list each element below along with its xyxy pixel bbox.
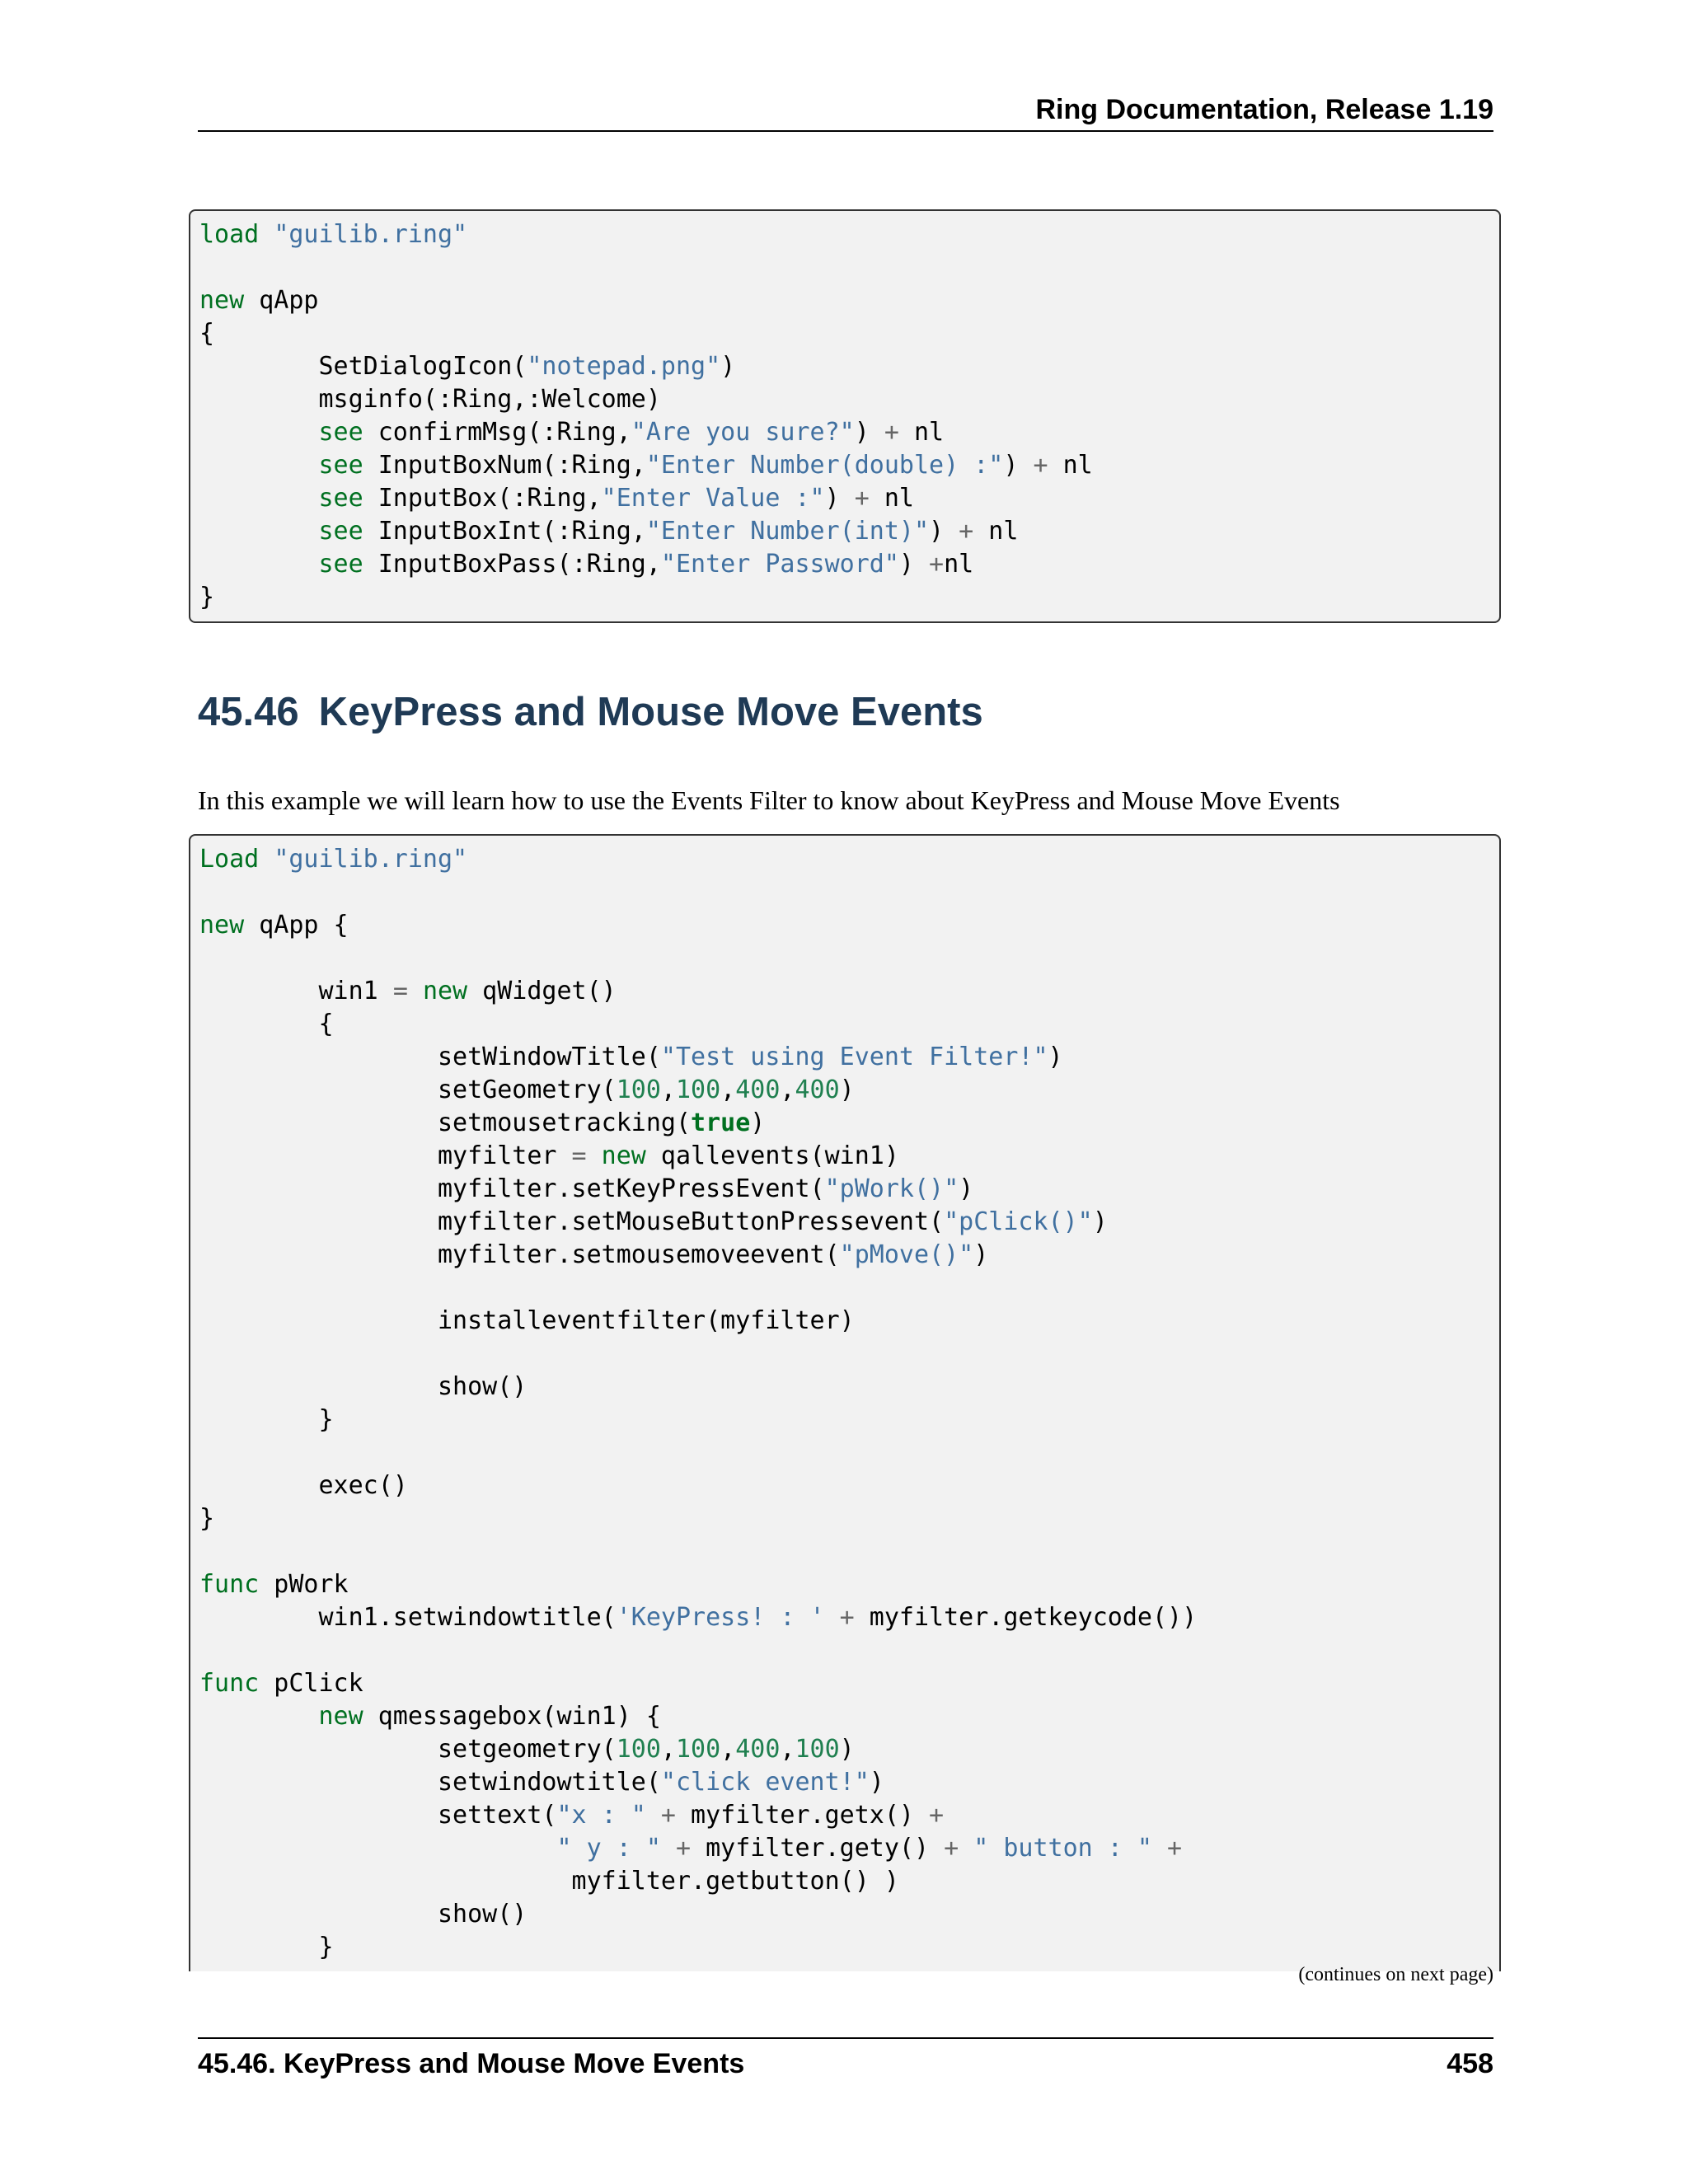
code-token: confirmMsg(:Ring, (363, 418, 631, 447)
code-token: + (959, 517, 974, 546)
code-line (199, 1305, 1499, 1338)
code-token: ) (854, 418, 884, 447)
code-token: qmessagebox(win1) { (363, 1702, 661, 1731)
code-line (199, 1733, 1499, 1766)
code-block-1 (189, 209, 1501, 623)
code-line (199, 1568, 1499, 1601)
code-token: 100 (675, 1076, 721, 1104)
code-token: ) (839, 1076, 855, 1104)
code-token: pClick (259, 1669, 363, 1698)
code-token: func (199, 1570, 260, 1599)
header-divider (198, 130, 1493, 132)
code-token: ) (1048, 1043, 1063, 1071)
code-line (199, 1601, 1499, 1634)
code-line (199, 1766, 1499, 1799)
code-token: true (691, 1108, 751, 1137)
footer-section: 45.46. KeyPress and Mouse Move Events (198, 2048, 745, 2079)
code-line (199, 1206, 1499, 1239)
code-token: { (199, 319, 215, 348)
code-token: func (199, 1669, 260, 1698)
code-token: qApp { (244, 911, 349, 940)
code-line (199, 1140, 1499, 1173)
code-token: exec() (199, 1471, 408, 1500)
code-token: = (571, 1141, 587, 1170)
code-token: } (199, 583, 215, 612)
code-token: 100 (675, 1735, 721, 1764)
code-token (259, 220, 274, 249)
code-token (199, 484, 319, 513)
code-token: nl (973, 517, 1019, 546)
code-token: , (660, 1735, 676, 1764)
code-token: ) (898, 550, 930, 579)
code-token (646, 1801, 661, 1830)
code-line (199, 1239, 1499, 1272)
code-token: , (780, 1735, 795, 1764)
code-token: "pClick()" (944, 1207, 1093, 1236)
code-token: , (720, 1735, 736, 1764)
code-line (199, 1074, 1499, 1107)
code-token: + (929, 1801, 945, 1830)
code-token: new (199, 286, 245, 315)
code-line (199, 1502, 1499, 1535)
code-token: } (199, 1933, 334, 1961)
code-token: setWindowTitle( (199, 1043, 661, 1071)
code-line (199, 1931, 1499, 1964)
intro-paragraph: In this example we will learn how to use the Events Filter to know about KeyPress and Mouse Move Events (198, 785, 1340, 815)
code-token (959, 1834, 973, 1863)
code-token: new (601, 1141, 646, 1170)
code-token: qApp (244, 286, 319, 315)
code-token: ) (1003, 451, 1034, 480)
code-token: SetDialogIcon( (199, 352, 528, 381)
code-token: "guilib.ring" (274, 845, 468, 874)
code-token: load (199, 220, 260, 249)
code-token: ) (720, 352, 736, 381)
code-token: "guilib.ring" (274, 220, 468, 249)
code-token: setGeometry( (199, 1076, 617, 1104)
page-number: 458 (1447, 2048, 1493, 2079)
code-token: myfilter.setMouseButtonPressevent( (199, 1207, 945, 1236)
code-token: nl (898, 418, 945, 447)
code-token: ) (750, 1108, 766, 1137)
code-token: , (660, 1076, 676, 1104)
code-token: setmousetracking( (199, 1108, 692, 1137)
code-token: nl (1048, 451, 1093, 480)
code-line (199, 515, 1499, 548)
code-token: myfilter.gety() (691, 1834, 945, 1863)
code-token: "Enter Password" (660, 550, 899, 579)
code-block-2 (189, 834, 1501, 1971)
code-token: myfilter.getx() (675, 1801, 930, 1830)
code-line (199, 1272, 1499, 1305)
code-line (199, 1634, 1499, 1667)
code-token: new (422, 977, 468, 1005)
code-token: msginfo(:Ring,:Welcome) (199, 385, 661, 414)
code-line (199, 1469, 1499, 1502)
running-header: Ring Documentation, Release 1.19 (1035, 94, 1493, 125)
code-token: ) (839, 1735, 855, 1764)
code-line (199, 383, 1499, 416)
code-token (661, 1834, 676, 1863)
section-heading: KeyPress and Mouse Move Events (318, 690, 983, 734)
code-token: InputBox(:Ring, (363, 484, 602, 513)
code-line (199, 1008, 1499, 1041)
continues-note: (continues on next page) (1298, 1964, 1493, 1985)
code-token: "click event!" (660, 1768, 870, 1797)
code-line (199, 1667, 1499, 1700)
code-token: see (318, 418, 363, 447)
code-token: 100 (616, 1735, 661, 1764)
code-token: , (780, 1076, 795, 1104)
code-line (199, 317, 1499, 350)
code-token: ) (929, 517, 959, 546)
code-token: see (318, 517, 363, 546)
code-token: ) (824, 484, 855, 513)
code-line (199, 548, 1499, 581)
code-token (199, 418, 319, 447)
code-line (199, 251, 1499, 284)
code-token: { (199, 1010, 334, 1038)
code-token (199, 550, 319, 579)
code-token: Load (199, 845, 260, 874)
code-line (199, 1404, 1499, 1436)
code-line (199, 1700, 1499, 1733)
code-token: + (944, 1834, 959, 1863)
code-token: , (720, 1076, 736, 1104)
code-line (199, 482, 1499, 515)
code-token: + (854, 484, 870, 513)
code-line (199, 218, 1499, 251)
code-line (199, 1436, 1499, 1469)
code-token: pWork (259, 1570, 349, 1599)
code-token: + (1033, 451, 1048, 480)
code-token: "Enter Number(int)" (645, 517, 930, 546)
code-token: } (199, 1504, 215, 1533)
code-line (199, 1535, 1499, 1568)
code-line (199, 416, 1499, 449)
code-token (408, 977, 423, 1005)
code-token (259, 845, 274, 874)
code-token: myfilter.setKeyPressEvent( (199, 1174, 825, 1203)
code-line (199, 449, 1499, 482)
code-token (587, 1141, 602, 1170)
code-token: show() (199, 1900, 528, 1929)
code-token: see (318, 550, 363, 579)
footer-divider (198, 2037, 1493, 2039)
code-token: qallevents(win1) (645, 1141, 899, 1170)
code-token: 400 (735, 1076, 781, 1104)
code-token: + (675, 1834, 692, 1863)
code-token: myfilter.getkeycode()) (854, 1603, 1198, 1632)
code-token: InputBoxNum(:Ring, (363, 451, 646, 480)
code-token (199, 1702, 319, 1731)
code-token: "Enter Value :" (601, 484, 825, 513)
code-token: } (199, 1405, 334, 1434)
code-token: setwindowtitle( (199, 1768, 661, 1797)
code-line (199, 1338, 1499, 1371)
code-token: show() (199, 1372, 528, 1401)
code-token: nl (944, 550, 974, 579)
code-token: "pMove()" (839, 1240, 974, 1269)
code-token: "x : " (556, 1801, 646, 1830)
code-token: installeventfilter(myfilter) (199, 1306, 855, 1335)
code-line (199, 1371, 1499, 1404)
code-token: + (839, 1603, 855, 1632)
code-line (199, 350, 1499, 383)
code-token: new (199, 911, 245, 940)
code-line (199, 1041, 1499, 1074)
code-line (199, 942, 1499, 975)
code-token: "pWork()" (824, 1174, 959, 1203)
code-line (199, 284, 1499, 317)
code-line (199, 843, 1499, 876)
code-token: win1 (199, 977, 393, 1005)
code-token: "Test using Event Filter!" (660, 1043, 1048, 1071)
code-token (1152, 1834, 1167, 1863)
code-line (199, 975, 1499, 1008)
code-token: 'KeyPress! : ' (616, 1603, 825, 1632)
code-token: + (1167, 1834, 1183, 1863)
code-token: 400 (735, 1735, 781, 1764)
code-line (199, 1173, 1499, 1206)
code-line (199, 581, 1499, 614)
code-token: myfilter (199, 1141, 572, 1170)
code-token (825, 1603, 840, 1632)
code-token: ) (973, 1240, 989, 1269)
code-token: "notepad.png" (527, 352, 721, 381)
code-token: see (318, 451, 363, 480)
code-token: myfilter.setmousemoveevent( (199, 1240, 840, 1269)
code-token: "Are you sure?" (631, 418, 855, 447)
code-token: qWidget() (467, 977, 617, 1005)
code-token: " button : " (973, 1834, 1152, 1863)
code-token: ) (1092, 1207, 1108, 1236)
section-number: 45.46 (198, 690, 299, 734)
code-token: setgeometry( (199, 1735, 617, 1764)
code-token (199, 451, 319, 480)
code-line (199, 1107, 1499, 1140)
code-token: + (660, 1801, 676, 1830)
code-line (199, 876, 1499, 909)
code-token: "Enter Number(double) :" (645, 451, 1004, 480)
code-token: new (318, 1702, 363, 1731)
code-token (199, 1834, 556, 1863)
code-token: nl (869, 484, 914, 513)
footer (198, 2046, 1493, 2082)
code-token: InputBoxInt(:Ring, (363, 517, 646, 546)
code-token: win1.setwindowtitle( (199, 1603, 617, 1632)
code-token: settext( (199, 1801, 557, 1830)
code-token: InputBoxPass(:Ring, (363, 550, 661, 579)
code-token: " y : " (556, 1834, 661, 1863)
code-token: 400 (795, 1076, 840, 1104)
code-token: + (884, 418, 899, 447)
code-line (199, 909, 1499, 942)
code-line (199, 1898, 1499, 1931)
code-token: myfilter.getbutton() ) (199, 1867, 899, 1896)
code-token: 100 (795, 1735, 840, 1764)
code-line (199, 1865, 1499, 1898)
code-token (199, 517, 319, 546)
code-token: see (318, 484, 363, 513)
code-line (199, 1799, 1499, 1832)
code-token: ) (959, 1174, 974, 1203)
code-token: ) (869, 1768, 884, 1797)
code-token: 100 (616, 1076, 661, 1104)
section-title (198, 687, 983, 737)
code-token: + (929, 550, 945, 579)
code-line (199, 1832, 1499, 1865)
code-token: = (392, 977, 408, 1005)
